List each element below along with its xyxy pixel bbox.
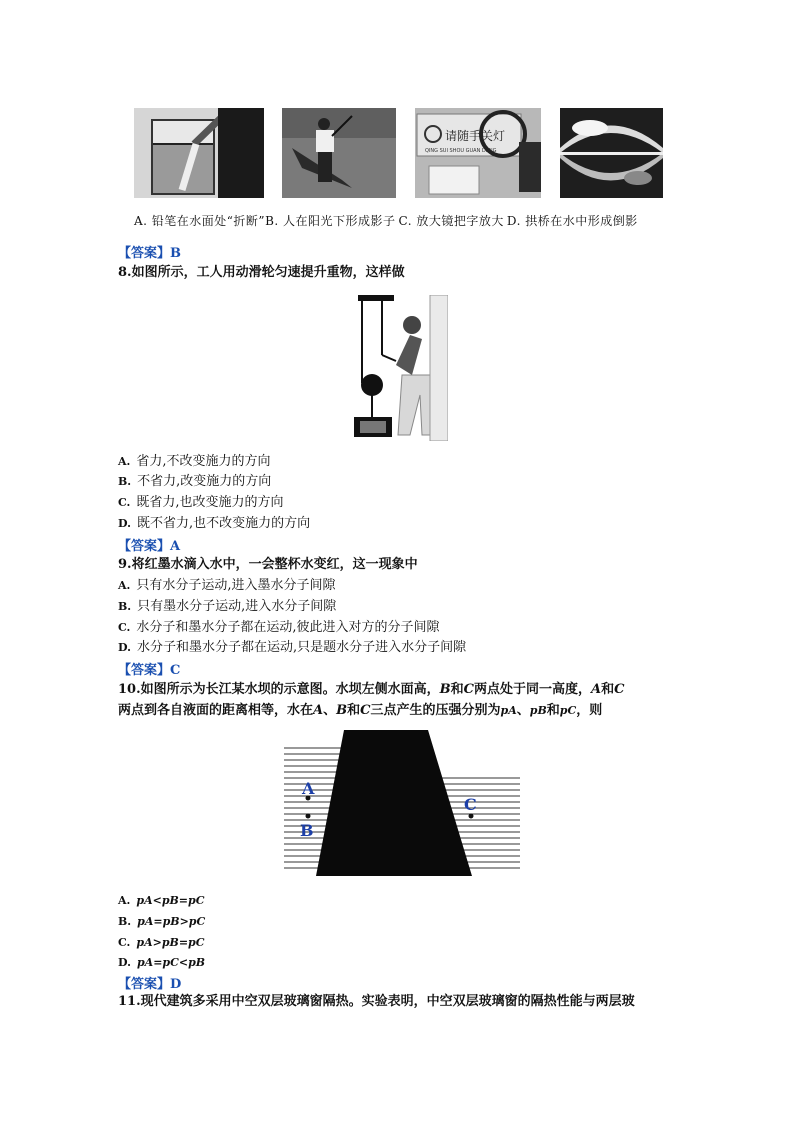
q7-captions [134,212,638,229]
golfer-image [282,108,396,198]
answer-value: B [170,246,182,261]
option-text: 省力,不改变施力的方向 [136,454,271,469]
q10-option-d [118,953,205,973]
option-letter: C. [118,621,131,634]
option-text: 水分子和墨水分子都在运动,只是题水分子进入水分子间隙 [136,640,467,655]
photo-arch-bridge [560,108,663,198]
q10-text: 两点到各自液面的距离相等，水在 [118,703,314,718]
q9-option-d [118,638,466,658]
option-letter: A. [118,894,131,907]
sign-pinyin: QING SUI SHOU GUAN DENG [425,148,497,154]
option-letter: D. [118,517,131,530]
caption-c: C. 放大镜把字放大 [398,214,504,228]
q10-text: ，则 [576,703,603,718]
q10-answer [118,973,181,992]
q10-text: 三点产生的压强分别为 [370,703,501,718]
q10-var: A [591,682,602,697]
answer-tag: 【答案】 [118,663,171,678]
option-text: 既省力,也改变施力的方向 [136,495,284,510]
q10-var: pA [500,704,517,717]
sign-text: 请随手关灯 [445,129,506,143]
q10-var: B [336,703,348,718]
option-letter: B. [118,475,132,488]
q8-option-d [118,514,310,534]
option-letter: D. [118,641,131,654]
q10-text: 和 [546,703,560,718]
answer-value: C [170,663,181,678]
magnifier-image [415,108,541,198]
q10-var: pC [559,704,577,717]
photo-pencil-in-water [134,108,264,198]
q8-answer [118,535,180,554]
option-text: 只有水分子运动,进入墨水分子间隙 [136,578,336,593]
option-letter: D. [118,956,131,969]
option-letter: C. [118,936,131,949]
q9-answer [118,659,180,678]
option-text: pA<pB=pC [136,894,205,907]
label-c: C [464,795,477,814]
option-text: 既不省力,也不改变施力的方向 [136,516,311,531]
option-text: 不省力,改变施力的方向 [137,474,272,489]
answer-value: D [170,977,182,992]
q9-option-a [118,576,336,596]
option-letter: B. [118,915,132,928]
answer-value: A [170,539,181,554]
q7-answer [118,242,181,261]
q10-option-a [118,891,204,911]
option-text: pA=pC<pB [136,956,206,969]
bridge-image [560,108,663,198]
caption-a: A. 铅笔在水面处“折断” [134,214,266,228]
answer-tag: 【答案】 [118,246,171,261]
q8-option-a [118,452,271,472]
pencil-beaker-image [134,108,264,198]
caption-d: D. 拱桥在水中形成倒影 [506,214,638,228]
dam-image [282,730,522,876]
option-text: 只有墨水分子运动,进入水分子间隙 [137,599,337,614]
pulley-diagram [352,295,448,441]
q9-question: 9.将红墨水滴入水中，一会整杯水变红，这一现象中 [118,557,418,572]
q10-text: 两点处于同一高度， [474,682,592,697]
photo-golfer-shadow [282,108,396,198]
answer-tag: 【答案】 [118,539,171,554]
option-letter: A. [118,579,131,592]
option-text: pA>pB=pC [136,936,205,949]
option-letter: B. [118,600,132,613]
q10-var: C [463,682,474,697]
label-b: B [300,821,314,840]
q10-option-b [118,912,205,932]
q10-var: B [439,682,451,697]
answer-tag: 【答案】 [118,977,171,992]
q8-option-b [118,472,271,492]
q11-question: 11.现代建筑多采用中空双层玻璃窗隔热。实验表明，中空双层玻璃窗的隔热性能与两层玻 [118,994,635,1009]
caption-b: B. 人在阳光下形成影子 [265,214,396,228]
option-letter: A. [118,455,131,468]
q10-option-c [118,933,205,953]
option-text: 水分子和墨水分子都在运动,彼此进入对方的分子间隙 [136,620,440,635]
q9-option-b [118,597,336,617]
q8-option-c [118,493,284,513]
q10-text: 、 [323,703,337,718]
q10-var: pB [529,704,547,717]
q10-var: A [313,703,324,718]
photo-magnifier-sign [415,108,541,198]
q10-text: 和 [450,682,464,697]
pulley-image [352,295,448,441]
q10-text: 和 [601,682,615,697]
option-text: pA=pB>pC [137,915,206,928]
q10-question-line1 [118,680,624,700]
label-a: A [302,779,315,798]
q9-option-c [118,618,440,638]
q10-question-line2 [118,701,602,721]
q10-text: 10.如图所示为长江某水坝的示意图。水坝左侧水面高， [118,682,440,697]
q10-var: C [360,703,371,718]
q8-question: 8.如图所示，工人用动滑轮匀速提升重物，这样做 [118,265,405,280]
dam-diagram [282,730,522,876]
q10-var: C [614,682,625,697]
q10-text: 和 [347,703,361,718]
q10-text: 、 [516,703,530,718]
option-letter: C. [118,496,131,509]
